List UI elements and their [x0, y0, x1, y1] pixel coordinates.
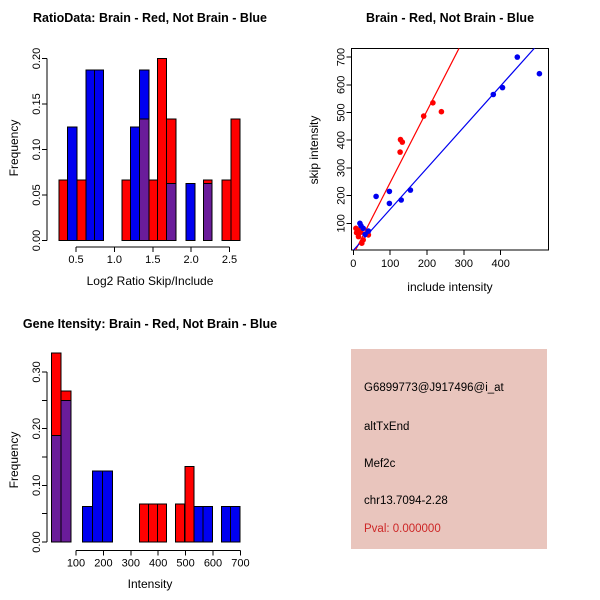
panel-ratio-histogram: [0, 0, 300, 300]
x-tick-label: 200: [94, 557, 113, 570]
scatter-ylabel: skip intensity: [307, 115, 321, 185]
x-tick-label: 0.5: [68, 254, 84, 266]
y-tick-label: 0.00: [30, 531, 43, 553]
x-tick-label: 300: [454, 258, 473, 270]
red-point: [439, 109, 445, 115]
panel-gene-intensity-histogram: [0, 300, 300, 600]
red-point: [430, 100, 436, 106]
x-tick-label: 100: [66, 557, 86, 570]
hist-bar: [203, 184, 211, 241]
hist-bar: [194, 507, 203, 542]
gene-histogram-title: Gene Itensity: Brain - Red, Not Brain - Blue: [22, 317, 278, 331]
x-tick-label: 1.0: [106, 254, 123, 266]
intensity-scatter-plot: [300, 0, 600, 300]
panel-intensity-scatter: [300, 0, 600, 300]
blue-point: [398, 197, 404, 203]
x-tick-label: 500: [176, 557, 195, 570]
red-point: [400, 139, 406, 145]
hist-bar: [51, 353, 61, 436]
scatter-title: Brain - Red, Not Brain - Blue: [365, 11, 535, 25]
hist-bar: [148, 504, 157, 542]
blue-point: [500, 85, 506, 91]
hist-bar: [222, 180, 231, 241]
hist-bar: [231, 119, 240, 240]
y-tick-label: 0.10: [30, 474, 43, 497]
locus-text: chr13.7094-2.28: [364, 495, 448, 507]
hist-bar: [157, 59, 166, 241]
hist-bar: [203, 180, 211, 184]
gene-histogram-xlabel: Intensity: [127, 577, 173, 591]
gene-name-text: Mef2c: [364, 458, 396, 470]
red-point: [360, 237, 366, 243]
x-tick-label: 400: [491, 258, 510, 270]
pval-text: Pval: 0.000000: [364, 523, 441, 535]
x-tick-label: 0: [350, 258, 357, 270]
blue-point: [491, 92, 497, 98]
hist-bar: [186, 184, 195, 241]
hist-bar: [61, 400, 71, 542]
gene-histogram-ylabel: Frequency: [7, 431, 21, 489]
hist-bar: [59, 180, 67, 241]
hist-bar: [231, 507, 240, 542]
event-type-text: altTxEnd: [364, 421, 410, 433]
y-tick-label: 400: [335, 131, 348, 150]
hist-bar: [222, 507, 231, 542]
hist-bar: [149, 180, 157, 241]
y-tick-label: 300: [335, 158, 348, 178]
blue-point: [366, 228, 372, 234]
y-tick-label: 0.30: [30, 361, 43, 383]
y-tick-label: 100: [335, 214, 348, 233]
hist-bar: [94, 70, 103, 241]
x-tick-label: 2.5: [221, 254, 238, 266]
hist-bar: [61, 391, 71, 401]
ratio-histogram-ylabel: Frequency: [7, 119, 21, 177]
y-tick-label: 0.05: [30, 184, 43, 206]
x-tick-label: 100: [381, 258, 400, 270]
x-tick-label: 1.5: [145, 254, 161, 266]
y-tick-label: 600: [335, 75, 348, 94]
x-tick-label: 2.0: [183, 254, 199, 266]
gene-info-box: [351, 349, 547, 549]
y-tick-label: 500: [335, 103, 348, 122]
y-tick-label: 0.15: [30, 93, 43, 115]
hist-bar: [51, 436, 61, 542]
blue-point: [360, 226, 366, 232]
y-tick-label: 0.20: [30, 47, 43, 70]
hist-bar: [185, 466, 194, 542]
ratio-histogram-plot: [0, 0, 300, 300]
hist-bar: [77, 180, 86, 241]
y-tick-label: 200: [335, 186, 348, 205]
scatter-xlabel: include intensity: [407, 280, 493, 294]
ratio-histogram-xlabel: Log2 Ratio Skip/Include: [86, 274, 214, 288]
hist-bar: [140, 70, 149, 119]
blue-point: [373, 194, 379, 200]
blue-point: [515, 54, 521, 60]
x-tick-label: 300: [121, 557, 140, 570]
x-tick-label: 200: [417, 258, 437, 270]
hist-bar: [167, 184, 176, 241]
x-tick-label: 400: [149, 557, 168, 570]
probe-id-text: G6899773@J917496@i_at: [364, 382, 504, 394]
hist-bar: [140, 119, 149, 240]
hist-bar: [92, 471, 102, 542]
hist-bar: [122, 180, 130, 241]
y-tick-label: 0.00: [30, 229, 43, 252]
x-tick-label: 600: [203, 557, 223, 570]
hist-bar: [103, 471, 113, 542]
blue-point: [537, 71, 543, 77]
y-tick-label: 700: [335, 47, 348, 67]
hist-bar: [157, 504, 166, 542]
y-tick-label: 0.10: [30, 138, 43, 161]
hist-bar: [86, 70, 94, 241]
ratio-histogram-title: RatioData: Brain - Red, Not Brain - Blue: [32, 11, 268, 25]
x-tick-label: 700: [231, 557, 250, 570]
hist-bar: [131, 127, 140, 241]
hist-bar: [83, 507, 93, 542]
red-point: [397, 149, 403, 155]
hist-bar: [68, 127, 77, 241]
blue-point: [387, 201, 393, 207]
hist-bar: [203, 507, 212, 542]
blue-point: [387, 189, 393, 195]
blue-point: [408, 187, 414, 193]
hist-bar: [167, 119, 176, 183]
gene-histogram-plot: [0, 300, 300, 600]
red-point: [421, 113, 427, 119]
hist-bar: [176, 504, 185, 542]
y-tick-label: 0.20: [30, 417, 43, 440]
panel-gene-info: [300, 300, 600, 600]
hist-bar: [139, 504, 148, 542]
